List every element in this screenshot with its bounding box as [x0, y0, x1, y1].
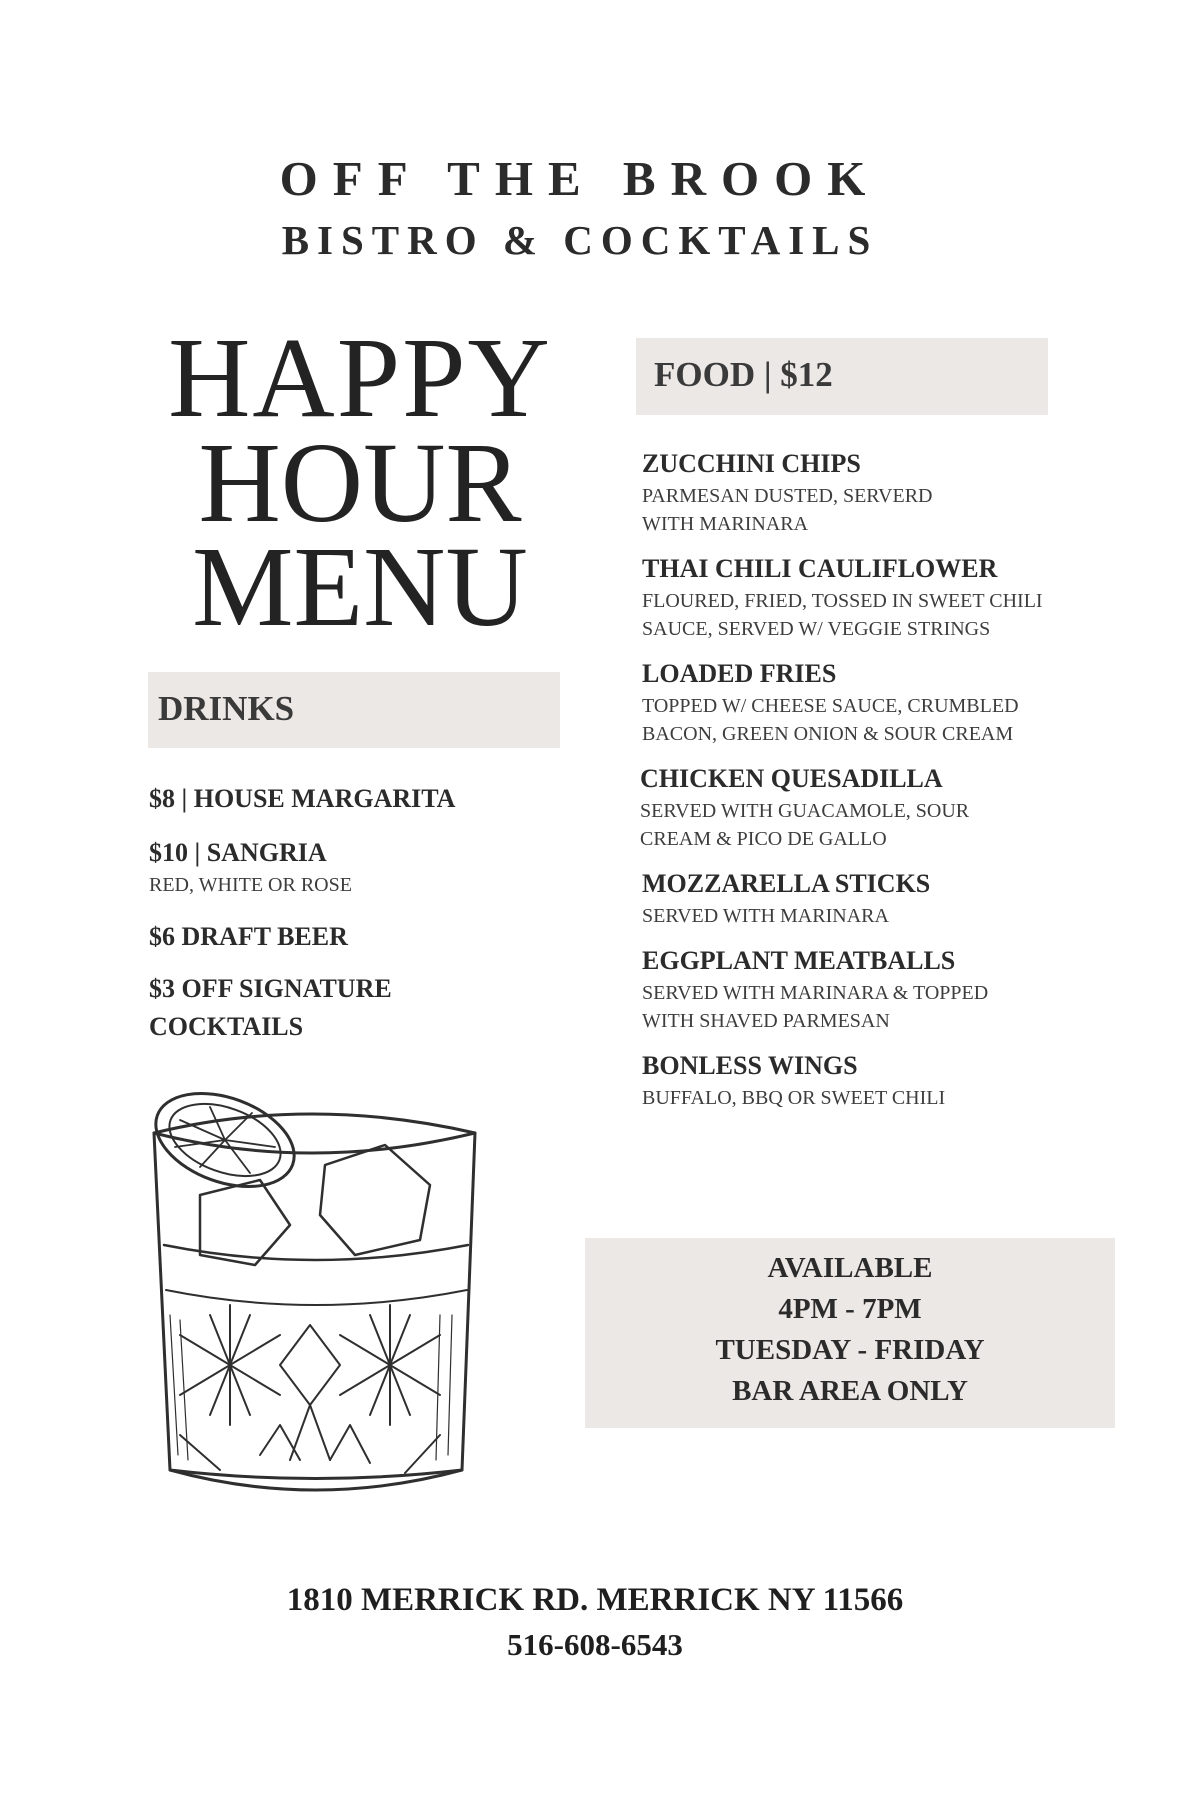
availability-box: [585, 1238, 1115, 1428]
food-item-desc: BACON, GREEN ONION & SOUR CREAM: [642, 723, 1014, 745]
food-item-desc: PARMESAN DUSTED, SERVERD: [642, 485, 933, 507]
food-item-desc: BUFFALO, BBQ OR SWEET CHILI: [642, 1087, 946, 1109]
title-happy: HAPPY: [168, 314, 552, 441]
title-hour: HOUR: [198, 419, 522, 546]
drink-item-sangria: $10 | SANGRIA: [149, 838, 327, 867]
brand-name: OFF THE BROOK: [279, 151, 881, 206]
food-item: [642, 448, 1102, 538]
food-item-desc: SERVED WITH GUACAMOLE, SOUR: [640, 800, 970, 822]
food-heading: FOOD | $12: [654, 355, 833, 394]
availability-days: TUESDAY - FRIDAY: [715, 1334, 985, 1366]
food-item-name: ZUCCHINI CHIPS: [642, 449, 861, 478]
food-item: [640, 763, 1100, 853]
food-item-name: LOADED FRIES: [642, 659, 837, 688]
drink-item-margarita: $8 | HOUSE MARGARITA: [149, 784, 456, 813]
food-item-desc: SERVED WITH MARINARA: [642, 905, 889, 927]
availability-hours: 4PM - 7PM: [778, 1293, 922, 1325]
footer-phone: 516-608-6543: [507, 1627, 683, 1662]
food-item-name: BONLESS WINGS: [642, 1051, 858, 1080]
drink-item-sangria-desc: RED, WHITE OR ROSE: [149, 874, 352, 896]
food-item-desc: WITH SHAVED PARMESAN: [642, 1010, 890, 1032]
availability-location: BAR AREA ONLY: [732, 1375, 968, 1407]
food-item: [642, 1050, 1102, 1112]
food-item-desc: WITH MARINARA: [642, 513, 809, 535]
title-menu: MENU: [192, 523, 528, 650]
food-item-desc: FLOURED, FRIED, TOSSED IN SWEET CHILI: [642, 590, 1043, 612]
drinks-heading: DRINKS: [158, 689, 295, 728]
food-item: [642, 658, 1102, 748]
food-item: [642, 945, 1102, 1035]
food-item: [642, 868, 1102, 930]
food-item-desc: SAUCE, SERVED W/ VEGGIE STRINGS: [642, 618, 991, 640]
food-item: [642, 553, 1102, 643]
cocktail-glass-icon: [140, 1075, 500, 1515]
drinks-heading-bar: [148, 672, 560, 748]
food-item-desc: CREAM & PICO DE GALLO: [640, 828, 887, 850]
drink-item-signature: $3 OFF SIGNATURE: [149, 974, 392, 1003]
availability-label: AVAILABLE: [767, 1252, 933, 1284]
food-heading-bar: [636, 338, 1048, 415]
drink-item-draft-beer: $6 DRAFT BEER: [149, 922, 348, 951]
brand-tagline: BISTRO & COCKTAILS: [281, 217, 879, 263]
food-item-name: EGGPLANT MEATBALLS: [642, 946, 956, 975]
footer-address: 1810 MERRICK RD. MERRICK NY 11566: [286, 1582, 904, 1618]
food-item-name: MOZZARELLA STICKS: [642, 869, 931, 898]
food-item-desc: TOPPED W/ CHEESE SAUCE, CRUMBLED: [642, 695, 1019, 717]
food-item-name: CHICKEN QUESADILLA: [640, 764, 943, 793]
drink-item-signature-2: COCKTAILS: [149, 1012, 304, 1041]
food-item-name: THAI CHILI CAULIFLOWER: [642, 554, 998, 583]
food-item-desc: SERVED WITH MARINARA & TOPPED: [642, 982, 989, 1004]
